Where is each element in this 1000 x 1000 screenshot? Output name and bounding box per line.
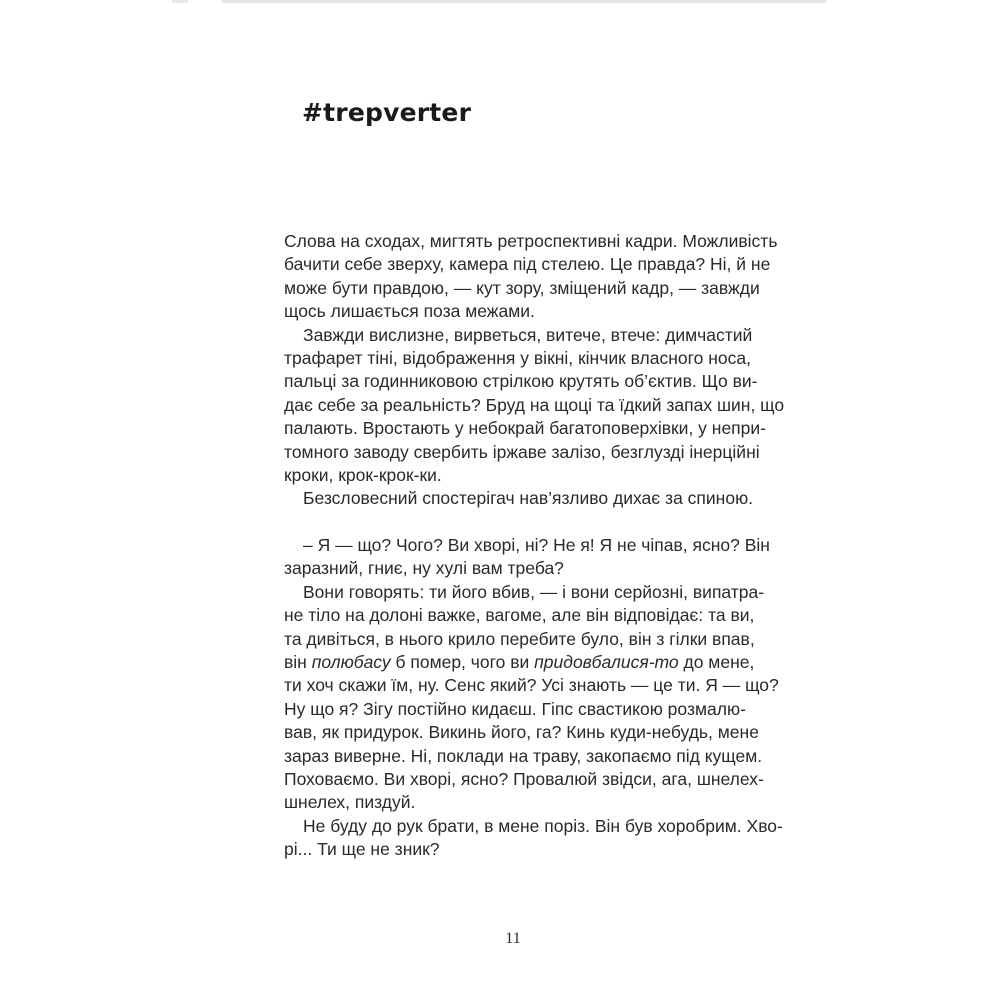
- text-line: Поховаємо. Ви хворі, ясно? Провалюй звідси, ага, шнелех-: [284, 768, 764, 789]
- text-line: [284, 651, 804, 674]
- text-line: заразний, гниє, ну хулі вам треба?: [284, 558, 564, 579]
- body-text: [284, 230, 804, 862]
- text-line: та дивіться, в нього крило перебите було, він з гілки впав,: [284, 628, 755, 649]
- top-rule: [222, 0, 826, 3]
- text-line: Не буду до рук брати, в мене поріз. Він був хоробрим. Хво-: [303, 815, 783, 836]
- italic-word: придовбалися-то: [534, 652, 679, 673]
- text-line: палають. Вростають у небокрай багатоповерхівки, у непри-: [284, 418, 766, 439]
- text-line: кроки, крок-крок-ки.: [284, 464, 442, 485]
- text-line: вав, як придурок. Викинь його, га? Кинь куди-небудь, мене: [284, 722, 759, 743]
- paragraph-2: [284, 324, 804, 488]
- chapter-title: #trepverter: [302, 98, 472, 127]
- italic-word: полюбасу: [311, 652, 391, 673]
- paragraph-3: [284, 487, 804, 510]
- text-line: Слова на сходах, мигтять ретроспективні кадри. Можливість: [284, 231, 778, 251]
- text-line: рі... Ти ще не зник?: [284, 839, 440, 860]
- text-run: він: [284, 652, 312, 673]
- text-line: шнелех, пиздуй.: [284, 792, 416, 813]
- text-line: трафарет тіні, відображення у вікні, кінчик власного носа,: [284, 347, 751, 368]
- paragraph-6: [284, 815, 804, 862]
- text-line: пальці за годинниковою стрілкою крутять об’єктив. Що ви-: [284, 371, 758, 392]
- paragraph-4: [284, 534, 804, 581]
- text-line: бачити себе зверху, камера під стелею. Це правда? Ні, й не: [284, 254, 771, 275]
- text-line: Завжди вислизне, вирветься, витече, втече: димчастий: [303, 324, 753, 345]
- text-line: може бути правдою, — кут зору, зміщений кадр, — завжди: [284, 277, 760, 298]
- page-number: 11: [505, 930, 521, 947]
- paragraph-5: [284, 581, 804, 815]
- section-break: [284, 511, 804, 534]
- text-line: зараз виверне. Ні, поклади на траву, закопаємо під кущем.: [284, 745, 763, 766]
- top-edge-mark: [172, 0, 188, 3]
- text-line: дає себе за реальність? Бруд на щоці та їдкий запах шин, що: [284, 394, 785, 415]
- text-line: ти хоч скажи їм, ну. Сенс який? Усі знають — це ти. Я — що?: [284, 675, 779, 696]
- text-run: б помер, чого ви: [390, 652, 535, 673]
- text-line: томного заводу свербить іржаве залізо, безглузді інерційні: [284, 441, 760, 462]
- paragraph-1: [284, 230, 804, 324]
- text-line: не тіло на долоні важке, вагоме, але він відповідає: та ви,: [284, 605, 755, 626]
- text-line: щось лишається поза межами.: [284, 301, 535, 322]
- text-line: – Я — що? Чого? Ви хворі, ні? Не я! Я не чіпав, ясно? Він: [303, 535, 770, 556]
- text-run: до мене,: [678, 652, 755, 673]
- text-line: Вони говорять: ти його вбив, — і вони серйозні, випатра-: [303, 581, 765, 602]
- text-line: Ну що я? Зігу постійно кидаєш. Гіпс свастикою розмалю-: [284, 698, 746, 719]
- text-line: Безсловесний спостерігач нав’язливо дихає за спиною.: [303, 488, 754, 509]
